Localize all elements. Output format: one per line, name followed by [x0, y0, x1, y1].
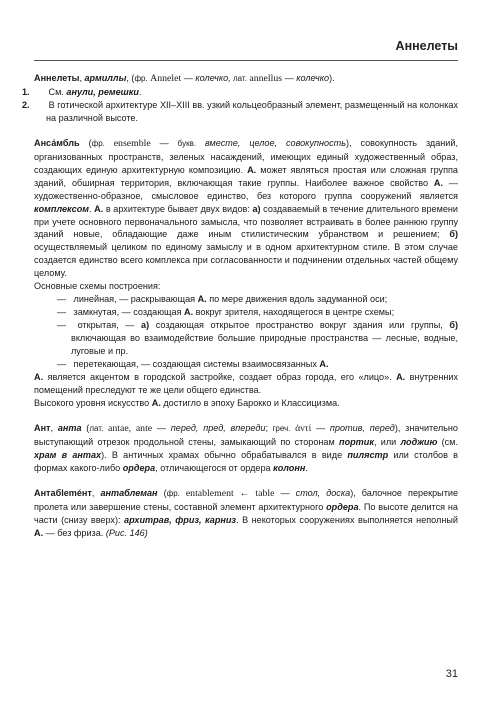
original-word: antae, ante [103, 422, 153, 434]
entry-antablement [34, 487, 458, 540]
running-title: Аннелеты [395, 39, 458, 53]
entry-ant [34, 422, 458, 475]
cross-reference: архитрав, фриз, карниз [124, 514, 237, 525]
cross-reference: портик [339, 436, 374, 447]
cross-reference: лоджию [400, 436, 438, 447]
cross-reference: анули, ремешки [66, 86, 139, 97]
headword: Антабleméнт [34, 487, 92, 498]
sense-1: 1. См. анули, ремешки. [22, 86, 142, 97]
language-label: греч. [268, 423, 291, 433]
page-number: 31 [445, 668, 458, 680]
synonym: антаблеман [100, 487, 158, 498]
entry-ant-body: Ант, анта (лат. antae, ante — перед, пред, впереди; греч. ἀντί — против, перед), значительно выступающий отрезок продольной стены, замыкающий по сторонам портик, или лоджию (см. храм в антах). В античных храмах обычно обрабатывался в виде пилястр или столбов в формах какого-либо ордера, отличающегося от ордера колонн. [34, 422, 458, 473]
language-label: фр. [166, 488, 180, 498]
ansambl-history: Высокого уровня искусство А. достигло в эпоху Барокко и Классицизма. [34, 397, 340, 408]
entry-ansambl [34, 137, 458, 410]
schemes-title: Основные схемы построения: [34, 281, 161, 292]
ansambl-accent: А. является акцентом в городской застройке, создает образ города, его «лицо». А. внутренних помещений преследуют те же цели общего единства. [34, 371, 458, 395]
cross-reference: ордера [122, 462, 156, 473]
dictionary-content [22, 72, 459, 551]
language-label: фр. [91, 138, 105, 148]
entry-annelety-headline: Аннелеты, армиллы, (фр. Annelet — колечко, лат. annellus — колечко). [34, 73, 335, 84]
synonym: анта [57, 422, 82, 433]
original-word: entablement ← table [179, 487, 275, 499]
cross-reference: храм в антах [34, 449, 102, 460]
scheme-linear: — линейная, — раскрывающая А. по мере движения вдоль задуманной оси; [57, 294, 388, 305]
entry-antablement-body: Антабleméнт, антаблеман (фр. entablement ← table — стол, доска), балочное перекрытие пролета или завершение стены, составной элемент архитектурного ордера. По высоте делится на части (снизу вверх): архитрав, фриз, карниз. В некоторых сооружениях выполняется неполный А. — без фриза. (Рис. 146) [34, 487, 459, 538]
original-word: ἀντί [290, 422, 312, 434]
translation: колечко, [195, 73, 231, 83]
cross-reference: колонн [273, 462, 306, 473]
headword: Ант [34, 422, 51, 433]
scheme-flowing: — перетекающая, — создающая системы взаимосвязанных А. [57, 359, 329, 370]
cross-reference: комплексом [34, 203, 89, 214]
translation: против, перед [329, 422, 395, 433]
original-word: Annelet [147, 73, 182, 84]
translation: вместе, целое, совокупность [196, 137, 346, 148]
sense-2: 2. В готической архитектуре XII–XIII вв. узкий кольцеобразный элемент, размещенный на колонках на различной высоте. [22, 99, 458, 123]
cross-reference: ордера [326, 501, 359, 512]
entry-annelety [22, 72, 458, 125]
figure-reference: (Рис. 146) [105, 527, 148, 538]
scheme-closed: — замкнутая, — создающая А. вокруг зрителя, находящегося в центре схемы; [57, 307, 395, 318]
header-rule [34, 60, 458, 61]
entry-ansambl-body: Анса́мбль (фр. ensemble — букв. вместе, целое, совокупность), совокупность зданий, организованных пространств, зеленых насаждений, имеющих единый художественный образ, создающих единую архитектурную композицию. А. может являться простая или сложная группа зданий, обширная территория, включающая такие группы. Наиболее важное свойство А. — художественно-образное, смысловое единство, без которого группа сооружений является комплексом. А. в архитектуре бывает двух видов: а) создаваемый в течение длительного времени при учете основного первоначального замысла, что позволяет встраивать в более раннюю группу зданий новые, обладающие даже иным стилистическим убранством и решением; б) осуществляемый целиком по единому замыслу и в одном архитектурном стиле. В этом случае создается единство всего комплекса при согласованности и подчинении отдельных частей общему целому. [34, 137, 458, 279]
language-label: лат. [230, 74, 247, 83]
headword: Аннелеты [34, 73, 80, 83]
translation: колечко [296, 73, 330, 83]
headword: Анса́мбль [34, 137, 80, 148]
translation: стол, доска [295, 487, 351, 498]
scheme-open: — открытая, — а) создающая открытое пространство вокруг здания или группы, б) включающая во взаимодействие большие природные пространства — лесные, водные, луговые и пр. [57, 320, 459, 357]
synonym: армиллы [84, 73, 127, 83]
literal-label: букв. [177, 138, 197, 148]
translation: перед, пред, впереди [170, 422, 266, 433]
original-word: annellus [246, 73, 283, 84]
original-word: ensemble [104, 137, 151, 149]
language-label: лат. [89, 423, 104, 433]
language-label: фр. [134, 74, 148, 83]
cross-reference: пилястр [347, 449, 389, 460]
